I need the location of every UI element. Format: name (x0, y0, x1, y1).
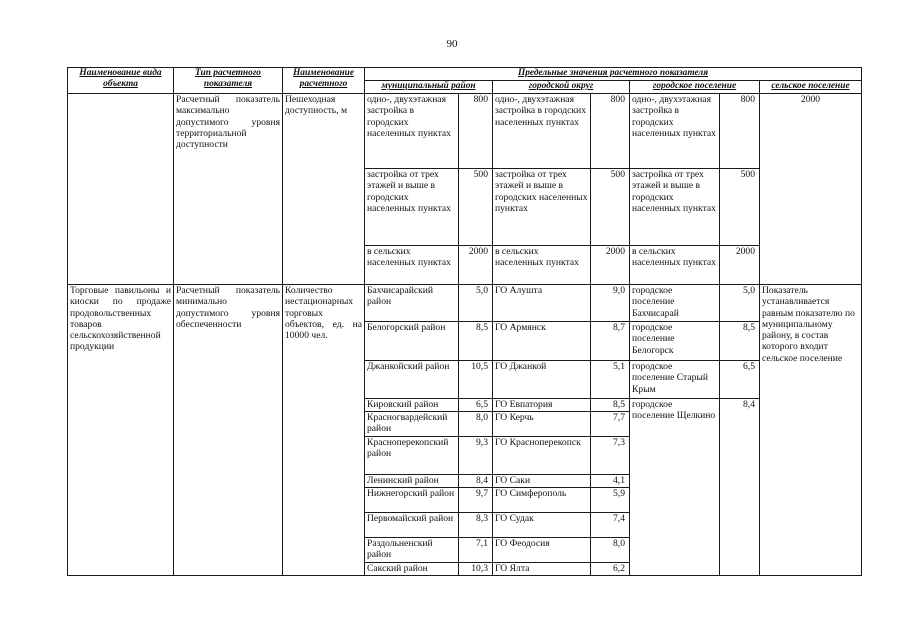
indicator-table (67, 67, 862, 576)
municipal-district: Первомайский район (365, 513, 459, 538)
indicator-type-cell: Расчетный показатель максимально допустимого уровня территориальной доступности (174, 94, 283, 285)
municipal-district: Бахчисарайский район (365, 285, 459, 322)
rural-note: Показатель устанавливается равным показателю по муниципальному району, в состав которого входит сельское поселение (760, 285, 862, 576)
urban-settlement: городское поселение Щелкино (630, 399, 720, 576)
municipal-value: 2000 (459, 246, 493, 285)
municipal-value: 10,5 (459, 361, 493, 399)
municipal-value: 8,4 (459, 475, 493, 488)
city-value: 500 (591, 169, 630, 246)
municipal-value: 7,1 (459, 538, 493, 563)
city-value: 7,7 (591, 412, 630, 437)
municipal-district: Кировский район (365, 399, 459, 412)
header-rural-settlement: сельское поселение (760, 81, 862, 94)
city-value: 5,1 (591, 361, 630, 399)
municipal-value: 8,3 (459, 513, 493, 538)
city-value: 5,9 (591, 488, 630, 513)
city-label: в сельских населенных пунктах (493, 246, 591, 285)
urban-settlement: городское поселение Бахчисарай (630, 285, 720, 322)
urban-value: 8,5 (720, 322, 760, 361)
city-district: ГО Армянск (493, 322, 591, 361)
city-value: 2000 (591, 246, 630, 285)
municipal-value: 800 (459, 94, 493, 169)
city-value: 8,7 (591, 322, 630, 361)
city-value: 4,1 (591, 475, 630, 488)
municipal-value: 9,7 (459, 488, 493, 513)
indicator-name-cell: Количество нестационарных торговых объектов, ед. на 10000 чел. (283, 285, 365, 576)
header-limit-values: Предельные значения расчетного показателя (365, 68, 862, 81)
city-value: 9,0 (591, 285, 630, 322)
urban-settlement: городское поселение Старый Крым (630, 361, 720, 399)
header-indicator-type: Тип расчетного показателя (174, 68, 283, 94)
municipal-label: одно-, двухэтажная застройка в городских населенных пунктах (365, 94, 459, 169)
city-district: ГО Керчь (493, 412, 591, 437)
city-district: ГО Ялта (493, 563, 591, 576)
city-value: 7,4 (591, 513, 630, 538)
city-district: ГО Симферополь (493, 488, 591, 513)
urban-value: 5,0 (720, 285, 760, 322)
city-value: 6,2 (591, 563, 630, 576)
municipal-value: 8,0 (459, 412, 493, 437)
municipal-value: 10,3 (459, 563, 493, 576)
city-label: застройка от трех этажей и выше в городских населенных пунктах (493, 169, 591, 246)
municipal-district: Красногвардейский район (365, 412, 459, 437)
municipal-value: 9,3 (459, 437, 493, 475)
header-object-name: Наименование вида объекта (68, 68, 174, 94)
municipal-value: 5,0 (459, 285, 493, 322)
city-district: ГО Алушта (493, 285, 591, 322)
city-value: 8,0 (591, 538, 630, 563)
municipal-label: в сельских населенных пунктах (365, 246, 459, 285)
city-value: 800 (591, 94, 630, 169)
urban-settlement: городское поселение Белогорск (630, 322, 720, 361)
municipal-label: застройка от трех этажей и выше в городских населенных пунктах (365, 169, 459, 246)
header-urban-settlement: городское поселение (630, 81, 760, 94)
municipal-value: 500 (459, 169, 493, 246)
object-name-cell: Торговые павильоны и киоски по продаже продовольственных товаров сельскохозяйственной продукции (68, 285, 174, 576)
city-district: ГО Феодосия (493, 538, 591, 563)
city-district: ГО Евпатория (493, 399, 591, 412)
city-value: 8,5 (591, 399, 630, 412)
page-number: 90 (446, 38, 458, 50)
table-row (68, 285, 862, 322)
municipal-district: Белогорский район (365, 322, 459, 361)
city-district: ГО Джанкой (493, 361, 591, 399)
municipal-district: Красноперекопский район (365, 437, 459, 475)
municipal-district: Джанкойский район (365, 361, 459, 399)
header-indicator-name: Наименование расчетного (283, 68, 365, 94)
city-district: ГО Судак (493, 513, 591, 538)
header-municipal: муниципальный район (365, 81, 493, 94)
urban-label: одно-, двухэтажная застройка в городских населенных пунктах (630, 94, 720, 169)
city-district: ГО Красноперекопск (493, 437, 591, 475)
urban-value: 800 (720, 94, 760, 169)
city-label: одно-, двухэтажная застройка в городских населенных пунктах (493, 94, 591, 169)
municipal-value: 6,5 (459, 399, 493, 412)
municipal-district: Нижнегорский район (365, 488, 459, 513)
city-district: ГО Саки (493, 475, 591, 488)
urban-value: 500 (720, 169, 760, 246)
table-row (68, 94, 862, 169)
city-value: 7,3 (591, 437, 630, 475)
rural-value: 2000 (760, 94, 862, 285)
urban-label: в сельских населенных пунктах (630, 246, 720, 285)
header-city: городской округ (493, 81, 630, 94)
indicator-type-cell: Расчетный показатель минимально допустимого уровня обеспеченности (174, 285, 283, 576)
urban-value: 2000 (720, 246, 760, 285)
municipal-district: Сакский район (365, 563, 459, 576)
municipal-value: 8,5 (459, 322, 493, 361)
urban-label: застройка от трех этажей и выше в городских населенных пунктах (630, 169, 720, 246)
urban-value: 6,5 (720, 361, 760, 399)
municipal-district: Раздольненский район (365, 538, 459, 563)
object-name-cell (68, 94, 174, 285)
urban-value: 8,4 (720, 399, 760, 576)
municipal-district: Ленинский район (365, 475, 459, 488)
indicator-name-cell: Пешеходная доступность, м (283, 94, 365, 285)
